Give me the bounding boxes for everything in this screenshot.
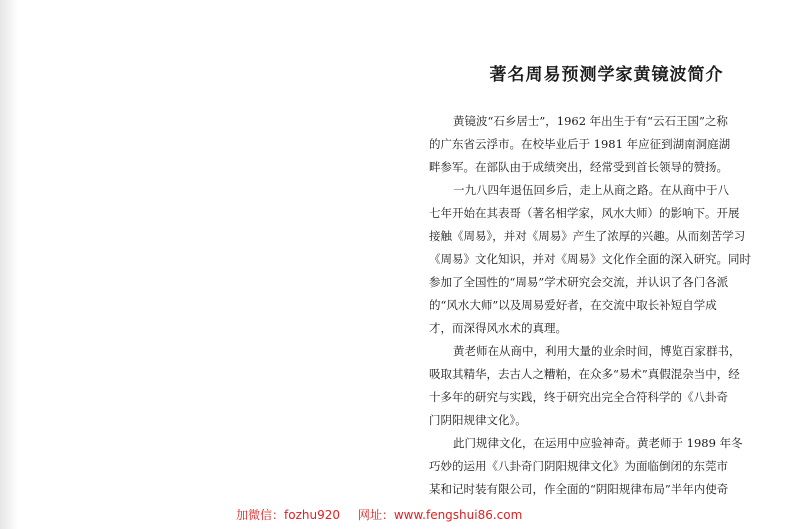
wechat-contact: 加微信：fozhu920 <box>236 508 340 522</box>
text-line: 巧妙的运用《八卦奇门阴阳规律文化》为面临倒闭的东莞市 <box>429 459 728 473</box>
paragraph-1 <box>429 110 791 179</box>
text-line: 的“风水大师”以及周易爱好者，在交流中取长补短自学成 <box>429 298 717 312</box>
text-line: 接触《周易》，并对《周易》产生了浓厚的兴趣。从而刻苦学习 <box>429 229 746 243</box>
text-line: 才，而深得风水术的真理。 <box>429 321 567 335</box>
watermark-footer <box>236 506 596 523</box>
text-line: 的广东省云浮市。在校毕业后于 1981 年应征到湖南洞庭湖 <box>429 137 731 151</box>
text-line: 门阴阳规律文化》。 <box>429 413 527 427</box>
text-line: 参加了全国性的“周易”学术研究会交流，并认识了各门各派 <box>429 275 729 289</box>
paragraph-4 <box>429 432 791 501</box>
right-page <box>420 0 793 529</box>
text-line: 黄老师在从商中，利用大量的业余时间，博览百家群书， <box>453 344 741 358</box>
text-line: 十多年的研究与实践，终于研究出完全合符科学的《八卦奇 <box>429 390 728 404</box>
text-line: 畔参军。在部队由于成绩突出，经常受到首长领导的赞扬。 <box>429 160 728 174</box>
text-line: 七年开始在其表哥（著名相学家，风水大师）的影响下。开展 <box>429 206 740 220</box>
document-body <box>429 110 791 501</box>
text-line: 此门规律文化，在运用中应验神奇。黄老师于 1989 年冬 <box>453 436 743 450</box>
paragraph-3 <box>429 340 791 432</box>
text-line: 《周易》文化知识，并对《周易》文化作全面的深入研究。同时 <box>429 252 751 266</box>
website-link[interactable]: 网址：www.fengshui86.com <box>357 508 523 522</box>
text-line: 吸取其精华，去古人之糟粕，在众多“易术”真假混杂当中，经 <box>429 367 740 381</box>
document-title: 著名周易预测学家黄镜波简介 <box>489 65 724 85</box>
paragraph-2 <box>429 179 791 340</box>
text-line: 黄镜波“石乡居士”，1962 年出生于有“云石王国”之称 <box>453 114 728 128</box>
text-line: 一九八四年退伍回乡后，走上从商之路。在从商中于八 <box>453 183 729 197</box>
text-line: 某和记时装有限公司，作全面的“阴阳规律布局”半年内使奇 <box>429 482 729 496</box>
left-page-gutter <box>0 0 18 529</box>
